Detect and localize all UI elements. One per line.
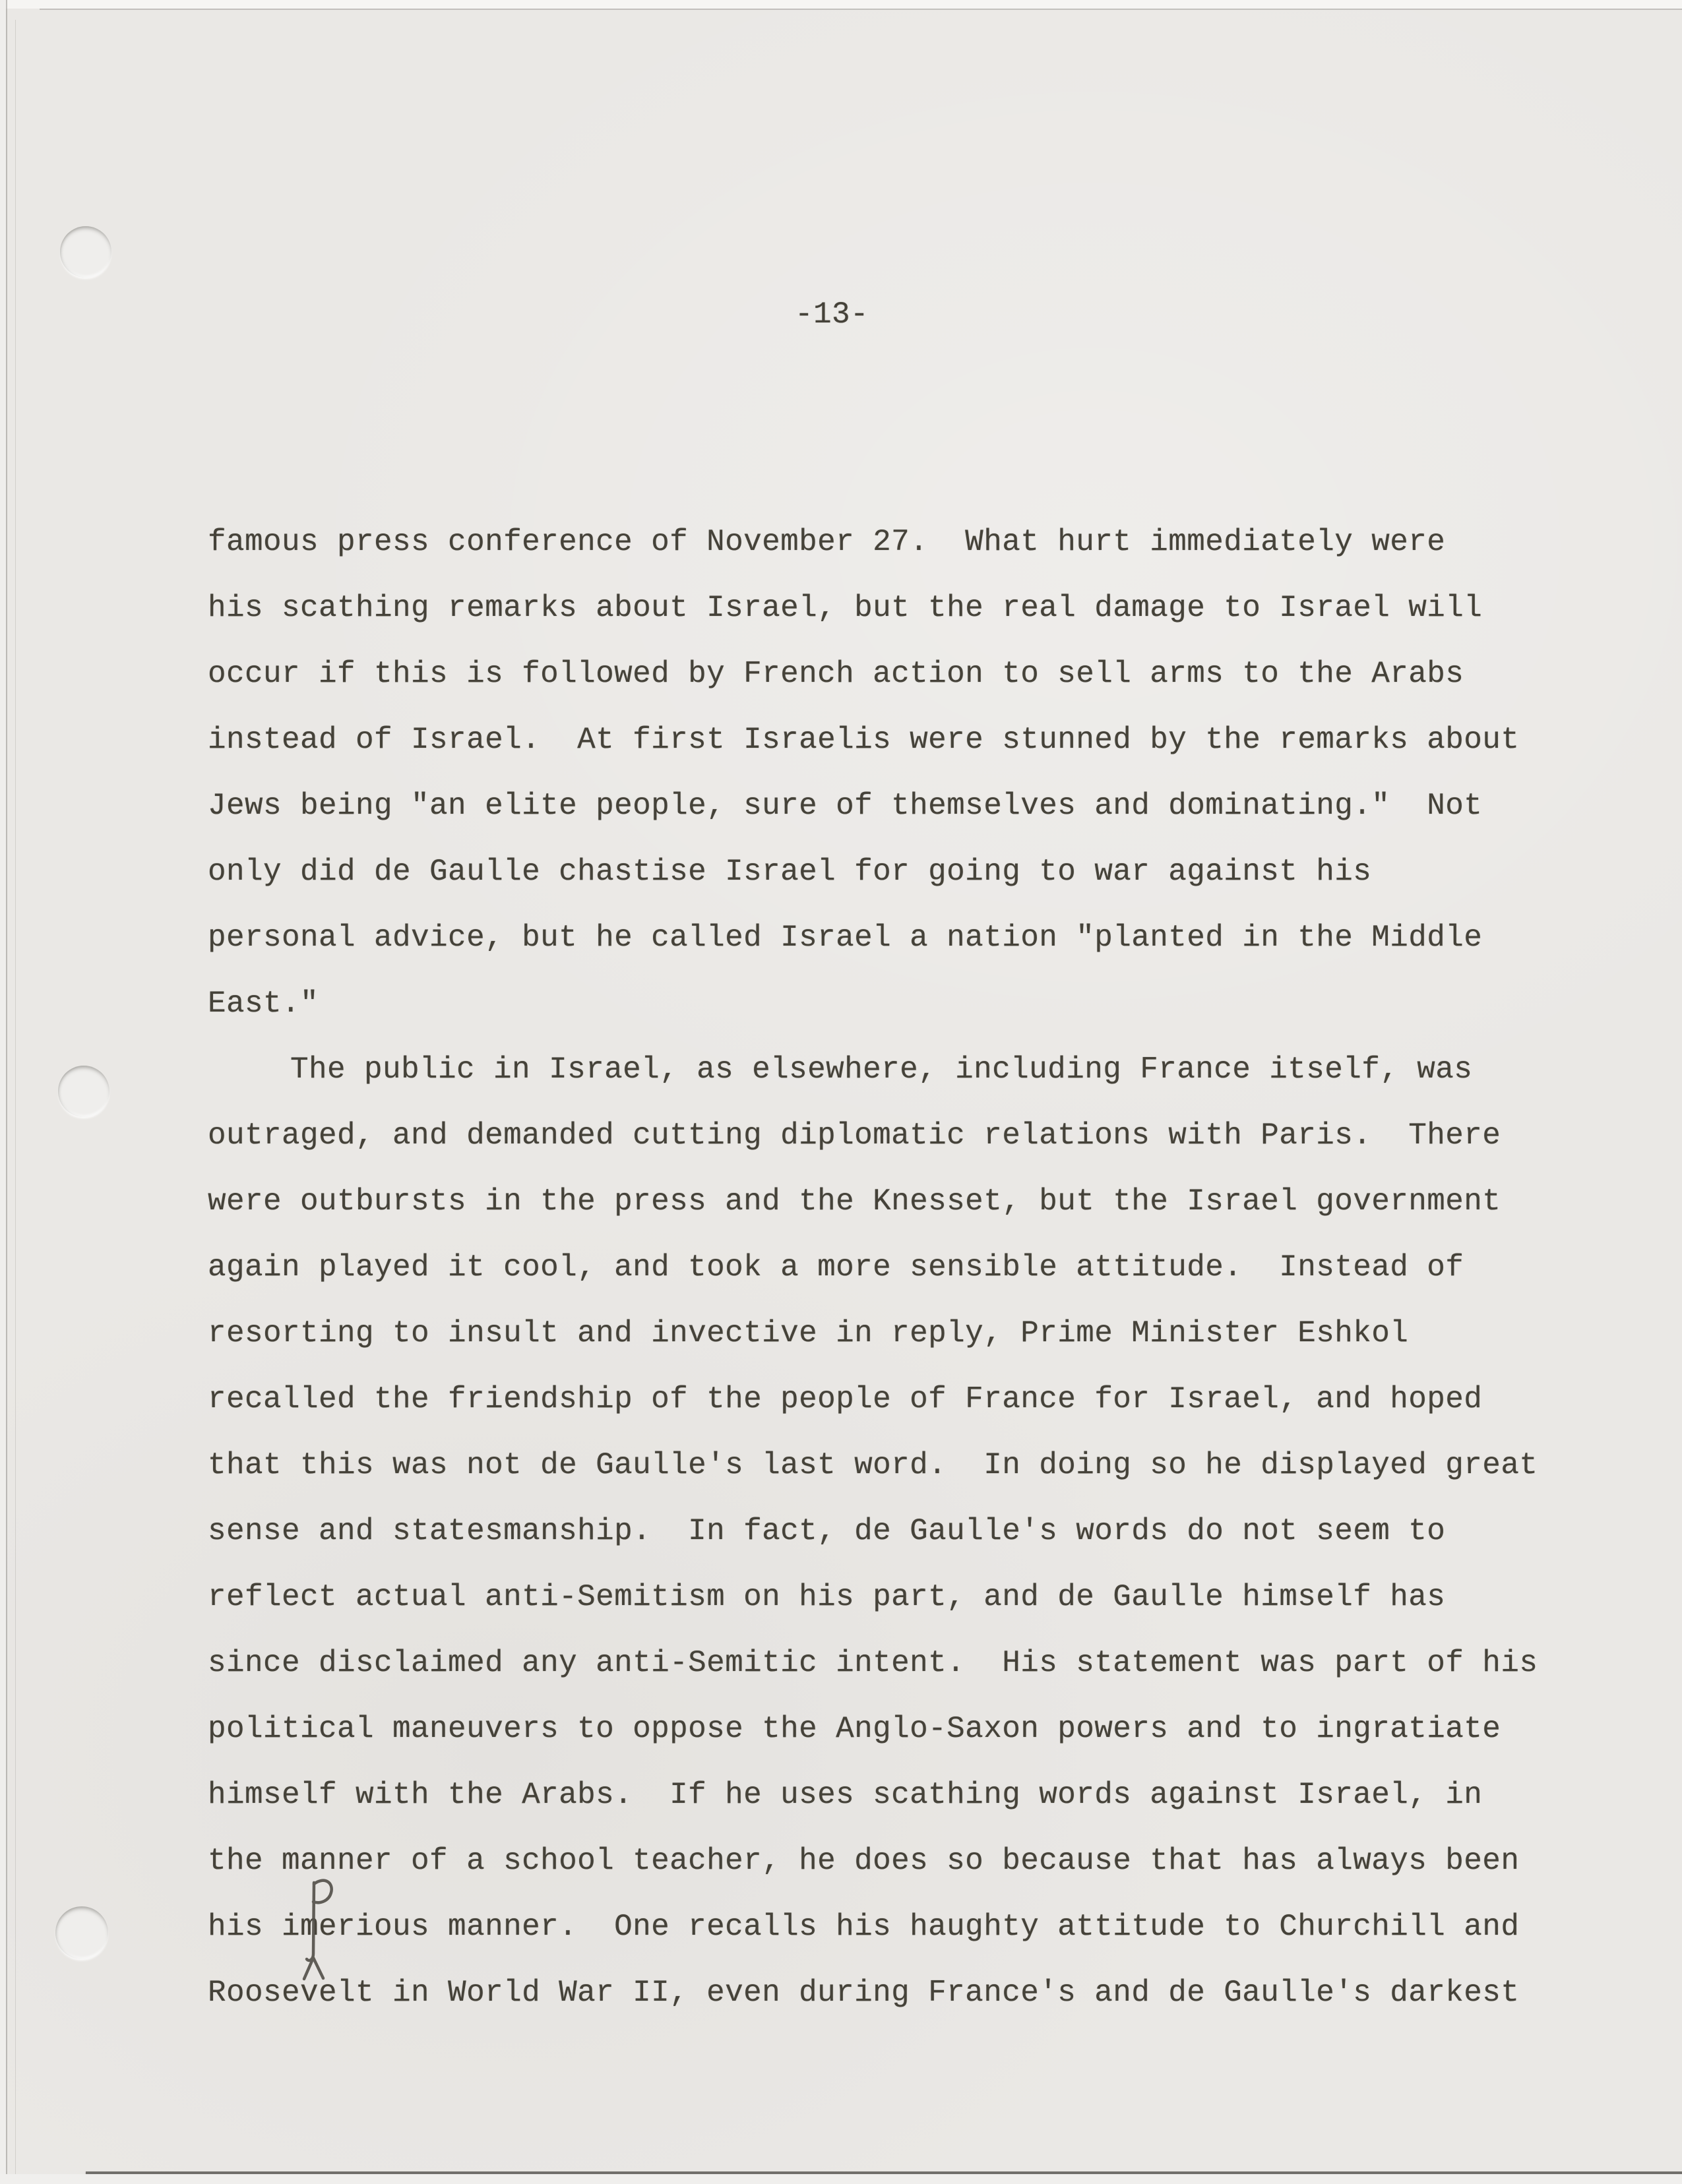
text-line: that this was not de Gaulle's last word. In doing so he displayed great	[208, 1448, 1538, 1482]
page-left-edge-line	[6, 0, 7, 2184]
text-line: famous press conference of November 27. What hurt immediately were	[208, 525, 1446, 559]
binder-hole-top	[60, 226, 111, 278]
text-line-with-correction: his imerious manner. One recalls his haughty attitude to Churchill and	[208, 1910, 1520, 1944]
text-line: political maneuvers to oppose the Anglo-Saxon powers and to ingratiate	[208, 1712, 1501, 1746]
scan-top-edge	[0, 0, 1682, 9]
text-line: himself with the Arabs. If he uses scathing words against Israel, in	[208, 1778, 1483, 1812]
text-line: outraged, and demanded cutting diplomatic relations with Paris. There	[208, 1118, 1501, 1153]
binder-hole-middle	[58, 1066, 109, 1117]
text-line-paragraph-start: The public in Israel, as elsewhere, including France itself, was	[290, 1052, 1473, 1087]
scan-bottom-edge	[0, 2174, 1682, 2184]
text-line: the manner of a school teacher, he does so because that has always been	[208, 1844, 1520, 1878]
text-line: East."	[208, 986, 319, 1021]
text-line: only did de Gaulle chastise Israel for going to war against his	[208, 855, 1372, 889]
handwritten-p-insertion	[298, 1875, 340, 1987]
binder-hole-bottom	[55, 1906, 108, 1959]
text-line: again played it cool, and took a more sensible attitude. Instead of	[208, 1250, 1464, 1285]
text-line: Roosevelt in World War II, even during France's and de Gaulle's darkest	[208, 1976, 1520, 2010]
text-line: his scathing remarks about Israel, but the real damage to Israel will	[208, 591, 1483, 625]
text-line: were outbursts in the press and the Knesset, but the Israel government	[208, 1184, 1501, 1219]
body-text	[208, 509, 1606, 2026]
page-number: -13-	[795, 297, 869, 332]
text-line: reflect actual anti-Semitism on his part, and de Gaulle himself has	[208, 1580, 1446, 1614]
text-line: resorting to insult and invective in reply, Prime Minister Eshkol	[208, 1316, 1409, 1350]
scan-left-edge	[0, 0, 6, 2184]
handwritten-p-icon	[298, 1875, 340, 1987]
page-left-crease-line	[15, 20, 16, 2184]
text-line: since disclaimed any anti-Semitic intent. His statement was part of his	[208, 1646, 1538, 1680]
text-line: instead of Israel. At first Israelis were stunned by the remarks about	[208, 723, 1520, 757]
text-line: personal advice, but he called Israel a nation "planted in the Middle	[208, 921, 1483, 955]
text-line: Jews being "an elite people, sure of themselves and dominating." Not	[208, 789, 1483, 823]
text-line: sense and statesmanship. In fact, de Gaulle's words do not seem to	[208, 1514, 1446, 1548]
text-line: recalled the friendship of the people of France for Israel, and hoped	[208, 1382, 1483, 1416]
text-line: occur if this is followed by French action to sell arms to the Arabs	[208, 657, 1464, 691]
page-top-edge-line	[40, 9, 1682, 10]
